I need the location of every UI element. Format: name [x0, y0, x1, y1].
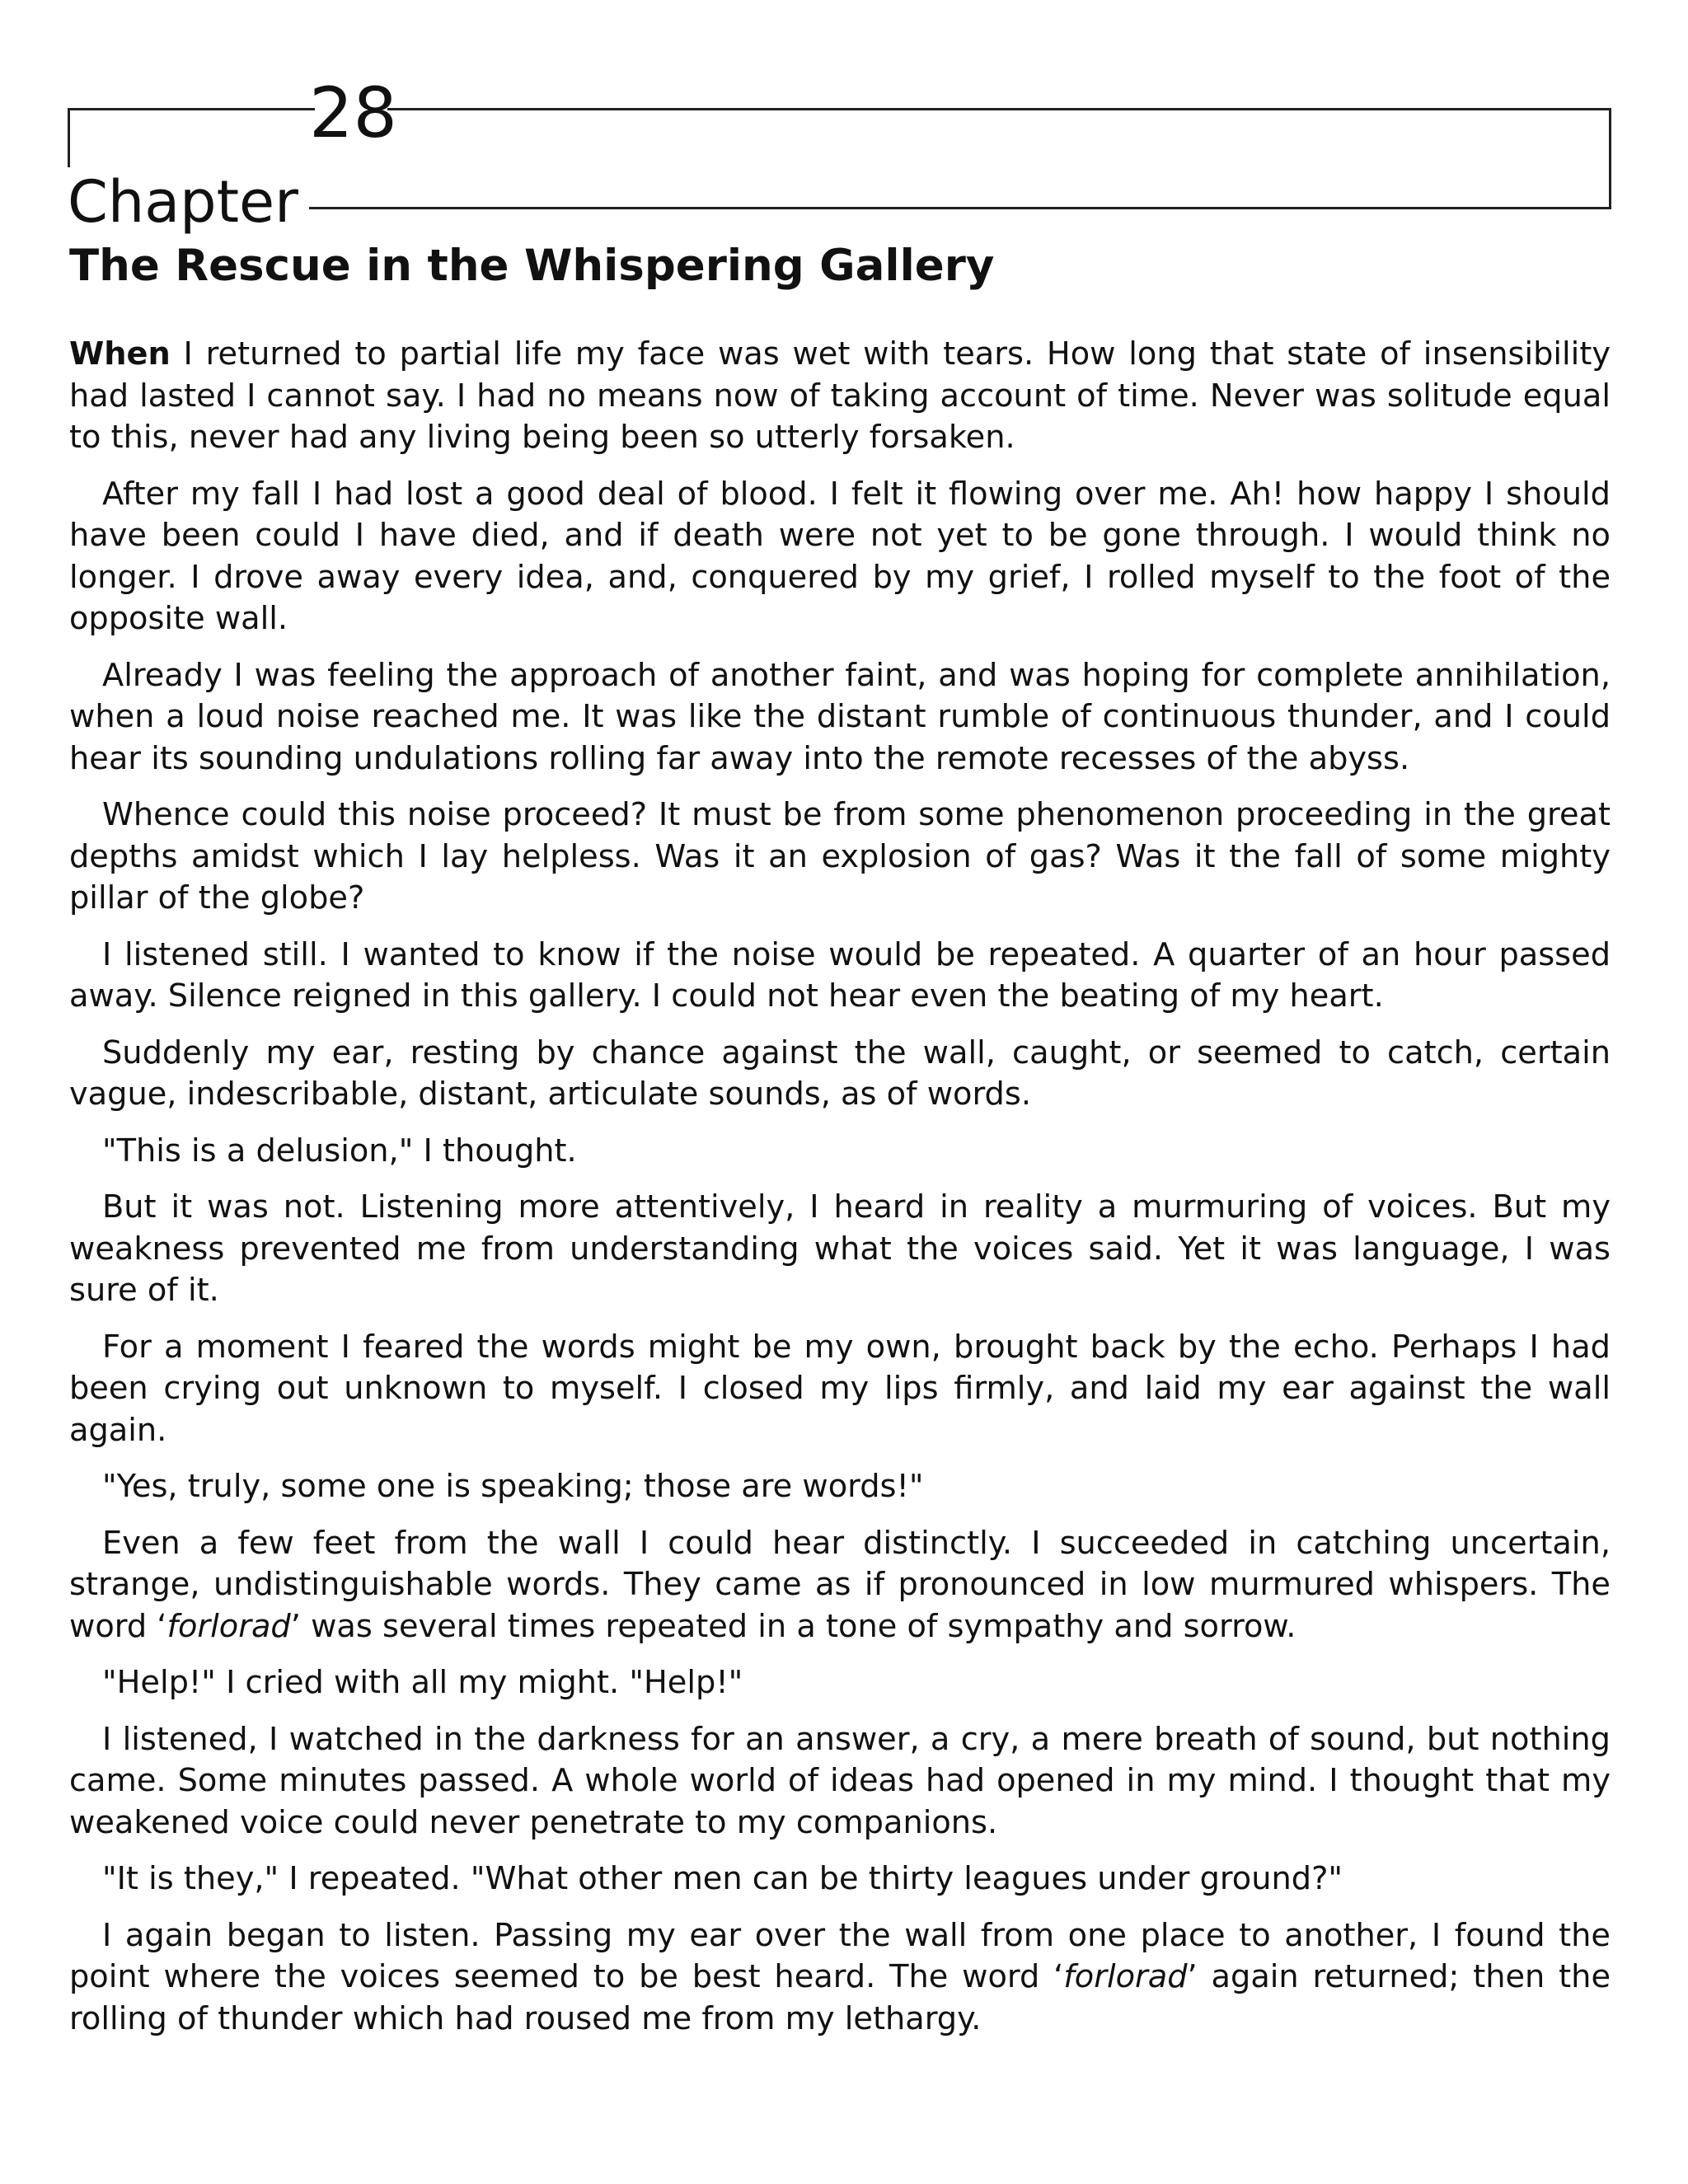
chapter-number: 28: [309, 73, 397, 153]
header-frame-bottom: [309, 207, 1611, 209]
paragraph: "This is a delusion," I thought.: [102, 1132, 577, 1169]
paragraph-text: Even a few feet from the wall I could hear distinctly. I succeeded in catching uncertain, strange, undistinguishable words. They came as if pronounced in low murmured whispers. The word ‘: [69, 1524, 1611, 1645]
paragraph: Suddenly my ear, resting by chance against the wall, caught, or seemed to catch, certain vague, indescribable, distant, articulate sounds, as of words.: [69, 1033, 1611, 1113]
header-frame-left: [68, 108, 70, 167]
paragraph: I listened, I watched in the darkness for an answer, a cry, a mere breath of sound, but nothing came. Some minutes passed. A whole world of ideas had opened in my mind. I thought that my weakened voice could never penetrate to my companions.: [69, 1720, 1611, 1841]
header-frame-top-right: [387, 108, 1611, 110]
header-frame-top-left: [68, 108, 315, 110]
paragraph: Whence could this noise proceed? It must be from some phenomenon proceeding in the great depths amidst which I lay helpless. Was it an explosion of gas? Was it the fall of some mighty pillar of the globe?: [69, 796, 1611, 916]
paragraph-text: I again began to listen. Passing my ear over the wall from one place to another, I found the point where the voices seemed to be best heard. The word ‘: [69, 1916, 1611, 1995]
paragraph: [69, 1523, 1611, 1648]
chapter-body: [69, 334, 1611, 2055]
paragraph: "Help!" I cried with all my might. "Help!": [102, 1664, 743, 1701]
paragraph: After my fall I had lost a good deal of blood. I felt it flowing over me. Ah! how happy I should have been could I have died, and if death were not yet to be gone through. I would think no longer. I drove away every idea, and, conquered by my grief, I rolled myself to the foot of the opposite wall.: [69, 475, 1611, 637]
drop-lead-word: When: [69, 335, 171, 373]
paragraph: I listened still. I wanted to know if the noise would be repeated. A quarter of an hour passed away. Silence reigned in this gallery. I could not hear even the beating of my heart.: [69, 935, 1611, 1015]
paragraph: [69, 334, 1611, 459]
paragraph: "It is they," I repeated. "What other men can be thirty leagues under ground?": [102, 1860, 1343, 1897]
header-frame-right: [1609, 108, 1611, 209]
paragraph: Already I was feeling the approach of another faint, and was hoping for complete annihilation, when a loud noise reached me. It was like the distant rumble of continuous thunder, and I could hear its sounding undulations rolling far away into the remote recesses of the abyss.: [69, 656, 1611, 777]
paragraph: But it was not. Listening more attentively, I heard in reality a murmuring of voices. But my weakness prevented me from understanding what the voices said. Yet it was language, I was sure of it.: [69, 1188, 1611, 1309]
paragraph-text: ’ was several times repeated in a tone of sympathy and sorrow.: [290, 1607, 1296, 1645]
paragraph-text: ’ again returned; then the rolling of thunder which had roused me from my lethargy.: [69, 1958, 1611, 2037]
chapter-title: The Rescue in the Whispering Gallery: [69, 241, 995, 291]
paragraph: [69, 1915, 1611, 2041]
italic-word: forlorad: [166, 1607, 291, 1645]
paragraph-text: I returned to partial life my face was wet with tears. How long that state of insensibility had lasted I cannot say. I had no means now of taking account of time. Never was solitude equal to this, never had any living being been so utterly forsaken.: [69, 335, 1611, 456]
italic-word: forlorad: [1063, 1958, 1188, 1995]
paragraph: "Yes, truly, some one is speaking; those are words!": [102, 1468, 924, 1505]
paragraph: For a moment I feared the words might be my own, brought back by the echo. Perhaps I had been crying out unknown to myself. I closed my lips firmly, and laid my ear against the wall again.: [69, 1328, 1611, 1449]
chapter-label: Chapter: [68, 168, 298, 236]
